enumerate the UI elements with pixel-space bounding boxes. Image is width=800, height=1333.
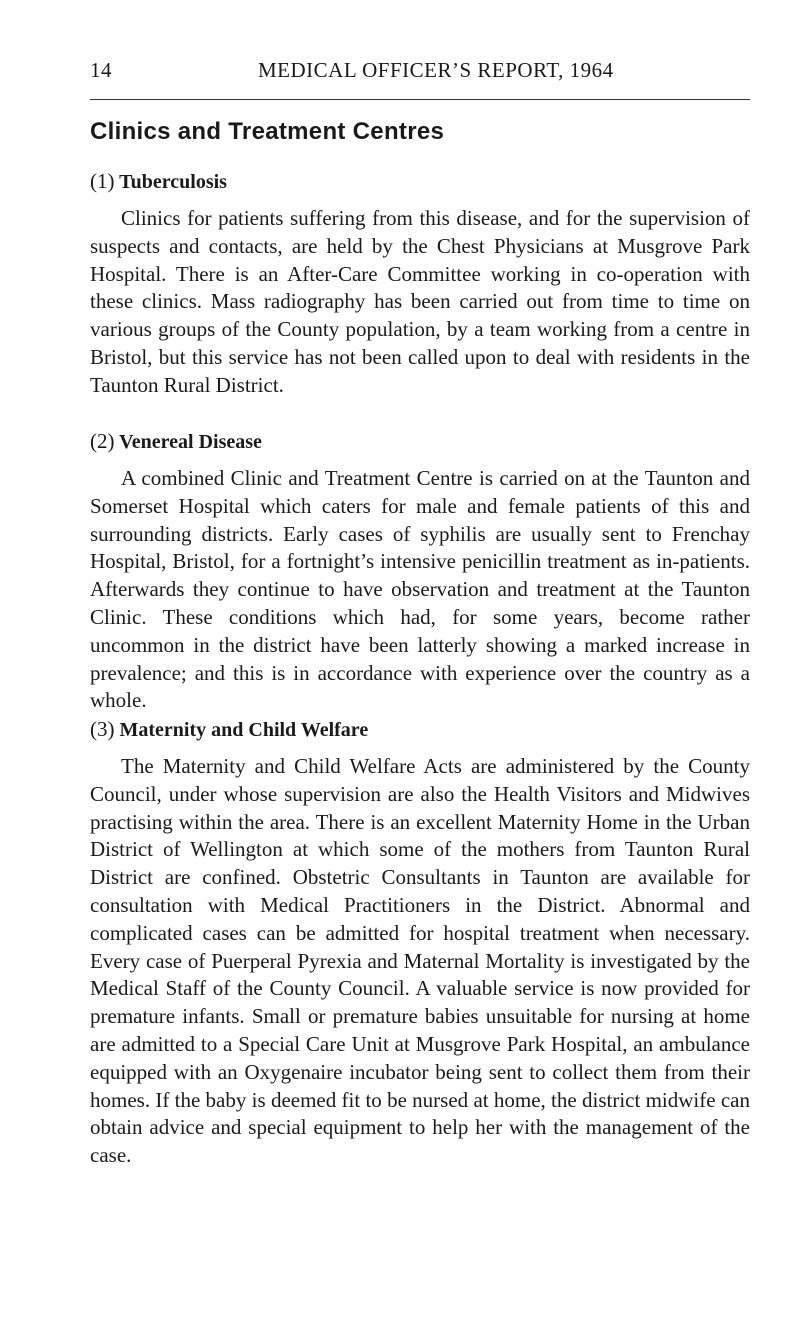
- subsection-number: (2): [90, 429, 115, 453]
- subsection-paragraph: Clinics for patients suffering from this disease, and for the supervision of suspects and contacts, are held by the Chest Physicians at Musgrove Park Hospital. There is an After-Care Committee working in co-operation with these clinics. Mass radiography has been carried out from time to time on various groups of the County population, by a team working from a centre in Bristol, but this service has not been called upon to deal with residents in the Taunton Rural District.: [90, 206, 750, 397]
- header-divider: [90, 99, 750, 100]
- page-number: 14: [90, 58, 112, 82]
- subsection-title: Venereal Disease: [119, 431, 262, 453]
- running-header: [90, 58, 750, 88]
- running-header-title: MEDICAL OFFICER’S REPORT, 1964: [258, 58, 614, 82]
- subsection-title: Tuberculosis: [119, 171, 227, 193]
- subsection-heading: [90, 165, 750, 197]
- subsection-heading: [90, 713, 750, 745]
- subsection-heading: [90, 425, 750, 457]
- subsection-number: (3): [90, 717, 115, 741]
- subsection-tuberculosis: [90, 165, 750, 400]
- subsection-title: Maternity and Child Welfare: [119, 719, 369, 741]
- subsection-maternity-child-welfare: [90, 713, 750, 1170]
- subsection-venereal-disease: [90, 425, 750, 715]
- subsection-paragraph: A combined Clinic and Treatment Centre is carried on at the Taunton and Somerset Hospital which caters for male and female patients of this and surrounding districts. Early cases of syphilis are usually sent to Frenchay Hospital, Bristol, for a fortnight’s intensive penicillin treatment as in-patients. Afterwards they continue to have observation and treatment at the Taunton Clinic. These conditions which had, for some years, become rather uncommon in the district have been latterly showing a marked increase in prevalence; and this is in accordance with experience over the country as a whole.: [90, 466, 750, 713]
- subsection-number: (1): [90, 169, 115, 193]
- subsection-paragraph: The Maternity and Child Welfare Acts are administered by the County Council, under whose supervision are also the Health Visitors and Midwives practising within the area. There is an excellent Maternity Home in the Urban District of Wellington at which some of the mothers from Taunton Rural District are confined. Obstetric Consultants in Taunton are available for consultation with Medical Practitioners in the District. Abnormal and complicated cases can be admitted for hospital treatment when necessary. Every case of Puerperal Pyrexia and Maternal Mortality is investigated by the Medical Staff of the County Council. A valuable service is now provided for premature infants. Small or premature babies unsuitable for nursing at home are admitted to a Special Care Unit at Musgrove Park Hospital, an ambulance equipped with an Oxygenaire incubator being sent to collect them from their homes. If the baby is deemed fit to be nursed at home, the district midwife can obtain advice and special equipment to help her with the management of the case.: [90, 754, 750, 1168]
- section-title: Clinics and Treatment Centres: [90, 118, 445, 145]
